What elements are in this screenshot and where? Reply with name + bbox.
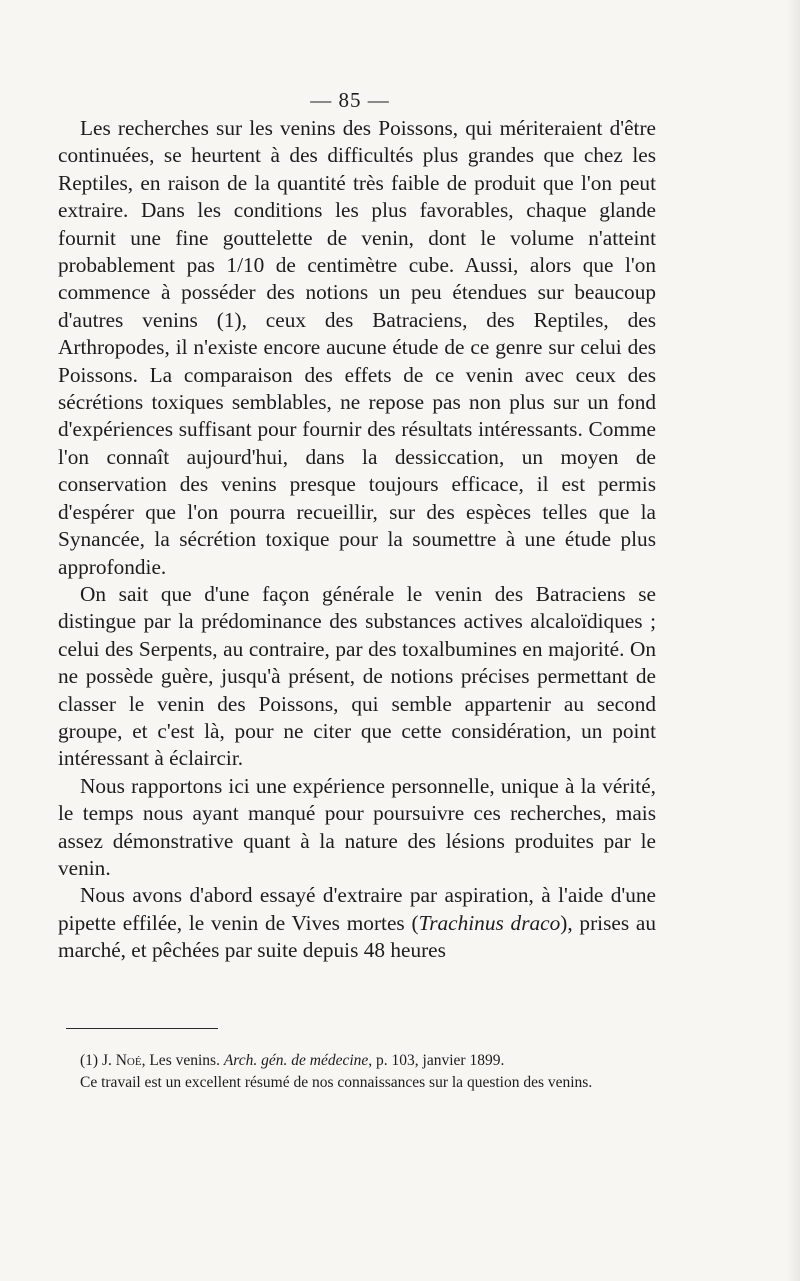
- paragraph-3: Nous rapportons ici une expérience personnelle, unique à la vérité, le temps nous ayant manqué pour poursuivre ces recherches, mais assez démonstrative quant à la nature des lésions produites par le venin.: [58, 773, 656, 880]
- footnote-journal: Arch. gén. de médecine: [223, 1052, 369, 1069]
- species-name: Trachinus draco: [418, 910, 561, 935]
- footnote-divider: [66, 1028, 218, 1029]
- paragraph-4-start: Nous avons d'abord essayé d'extraire par aspiration, à l'aide d'une pipette effilée, le venin de Vives mortes (: [58, 883, 656, 935]
- footnote-reference: , p. 103, janvier 1899.: [368, 1052, 505, 1069]
- body-text: [58, 115, 656, 965]
- footnote-1: [66, 1050, 656, 1072]
- footnote-author: Noé: [115, 1052, 142, 1069]
- paragraph-1: Les recherches sur les venins des Poissons, qui mériteraient d'être continuées, se heurtent à des difficultés plus grandes que chez les Reptiles, en raison de la quantité très faible de produit que l'on peut extraire. Dans les conditions les plus favorables, chaque glande fournit une fine gouttelette de venin, dont le volume n'atteint probablement pas 1/10 de centimètre cube. Aussi, alors que l'on commence à posséder des notions un peu étendues sur beaucoup d'autres venins (1), ceux des Batraciens, des Reptiles, des Arthropodes, il n'existe encore aucune étude de ce genre sur celui des Poissons. La comparaison des effets de ce venin avec ceux des sécrétions toxiques semblables, ne repose pas non plus sur un fond d'expériences suffisant pour fournir des résultats intéressants. Comme l'on connaît aujourd'hui, dans la dessiccation, un moyen de conservation des venins presque toujours efficace, il est permis d'espérer que l'on pourra recueillir, sur des espèces telles que la Synancée, la sécrétion toxique pour la soumettre à une étude plus approfondie.: [58, 116, 656, 579]
- paragraph-4-end: ), prises au marché, et pêchées par suite depuis 48 heures: [58, 910, 656, 963]
- footnote-title: , Les venins.: [141, 1052, 220, 1069]
- footnote-marker: (1) J.: [80, 1052, 112, 1069]
- page-number: — 85 —: [310, 88, 390, 112]
- paragraph-4: [58, 882, 656, 964]
- paragraph-2: On sait que d'une façon générale le venin des Batraciens se distingue par la prédominance des substances actives alcaloïdiques ; celui des Serpents, au contraire, par des toxalbumines en majorité. On ne possède guère, jusqu'à présent, de notions précises permettant de classer le venin des Poissons, qui semble appartenir au second groupe, et c'est là, pour ne citer que cette considération, un point intéressant à éclaircir.: [58, 581, 656, 771]
- footnote-1-continuation: Ce travail est un excellent résumé de nos connaissances sur la question des venins.: [80, 1074, 593, 1091]
- footnotes: [66, 1050, 656, 1094]
